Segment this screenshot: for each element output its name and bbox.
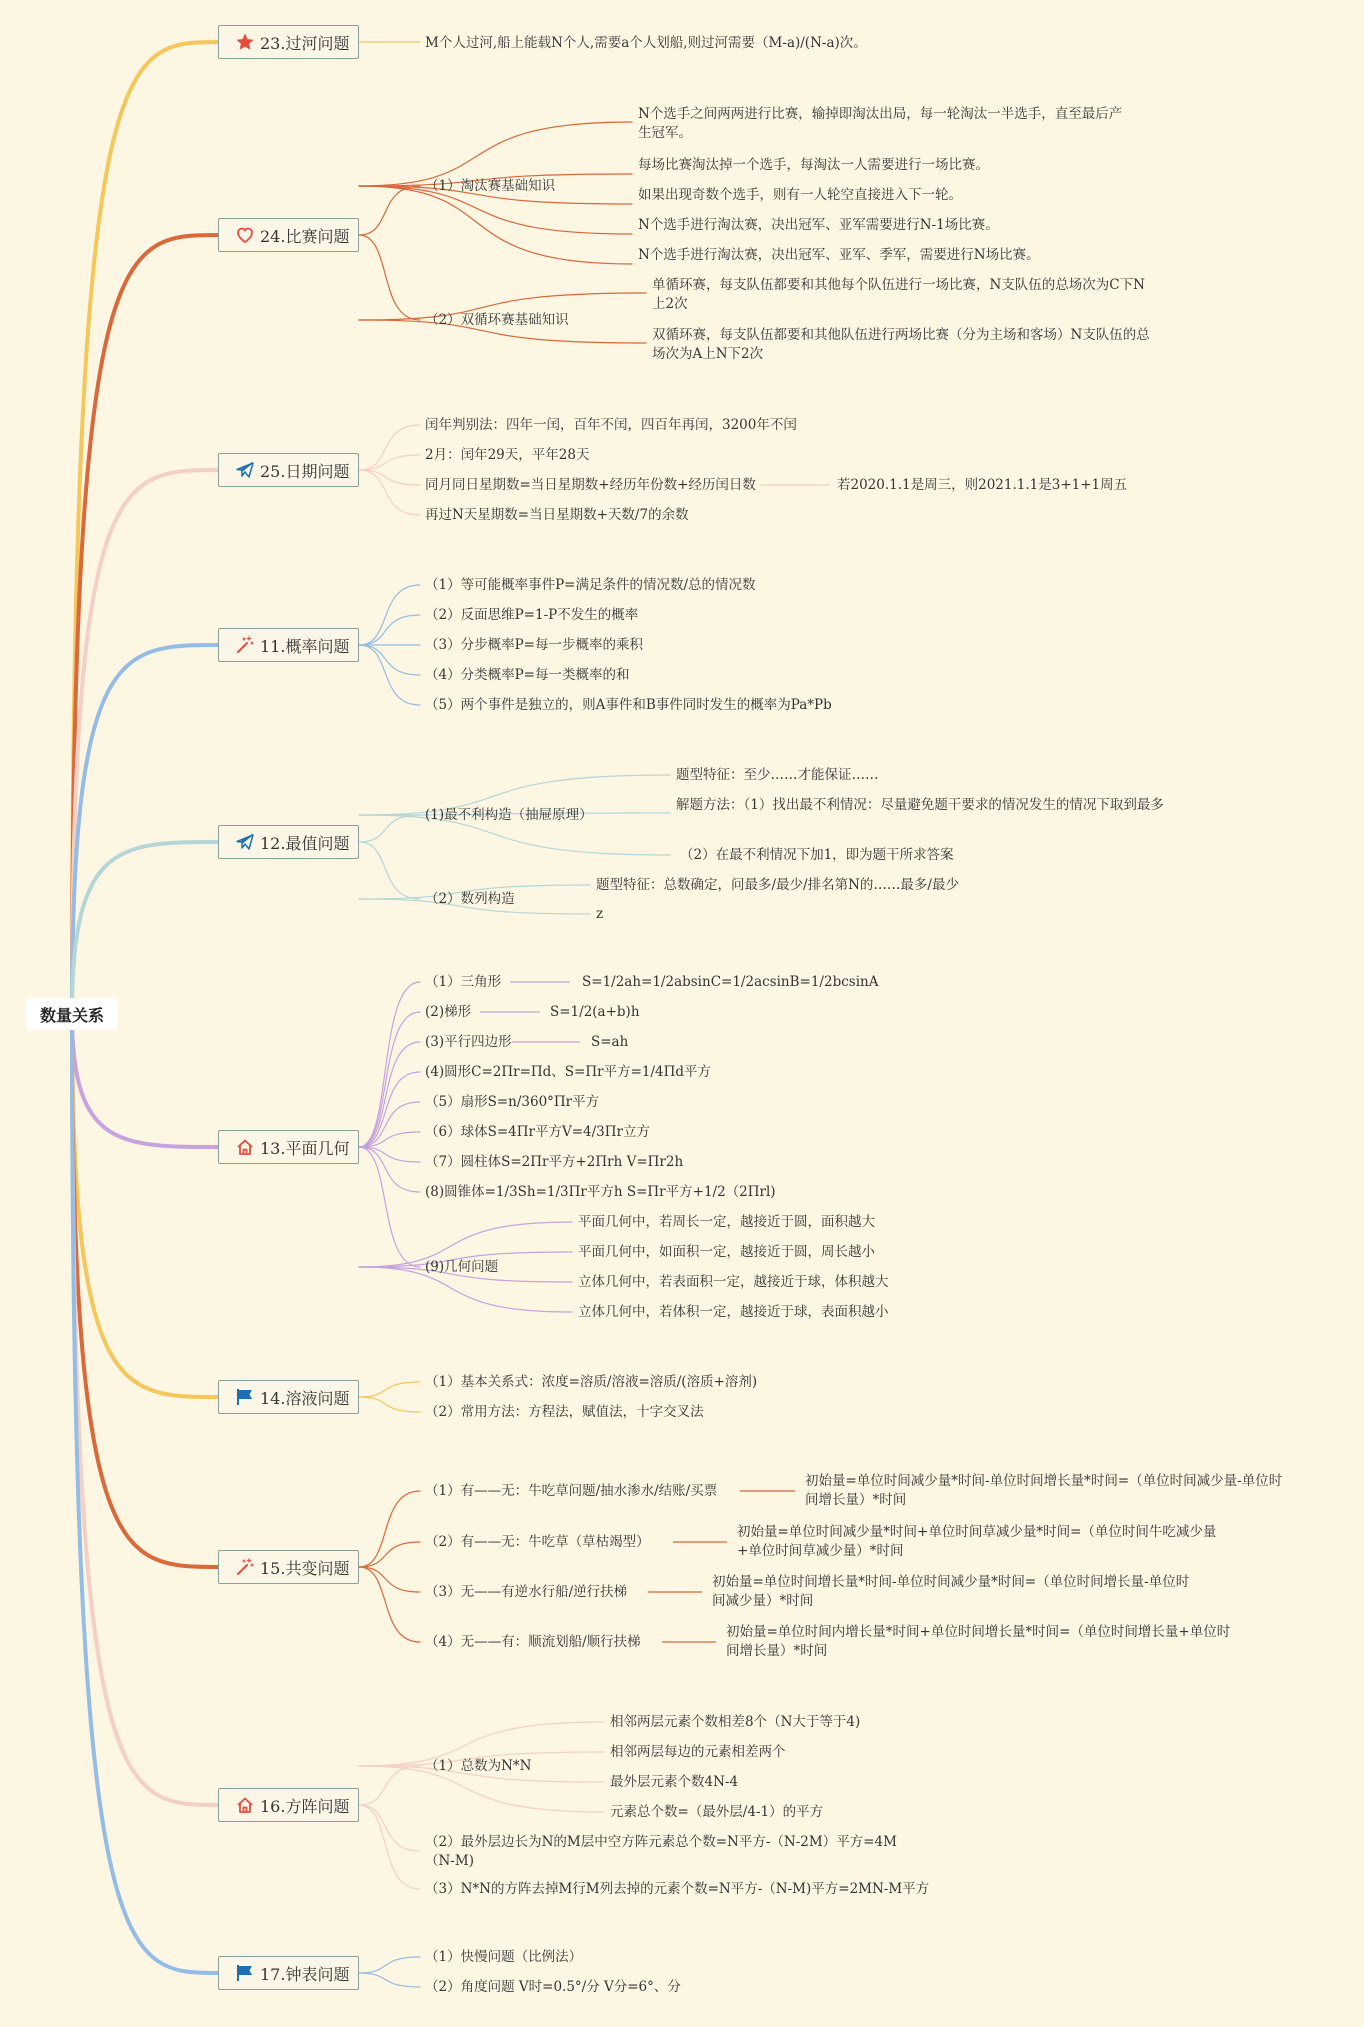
leaf-text: 立体几何中，若表面积一定，越接近于球，体积越大 [578, 1274, 889, 1290]
root-branch-line [72, 42, 218, 1014]
topic-23[interactable] [218, 25, 359, 59]
leaf-text: 闰年判别法：四年一闰，百年不闰，四百年再闰，3200年不闰 [425, 417, 797, 433]
topic-label: 24.比赛问题 [260, 226, 350, 246]
formula-text: 初始量=单位时间内增长量*时间+单位时间增长量*时间=（单位时间增长量+单位时间增长量）*时间 [726, 1624, 1231, 1659]
root-branch-line [72, 1014, 218, 1567]
topic-24[interactable] [218, 218, 359, 252]
connector-line [359, 645, 420, 675]
leaf-text: 双循环赛，每支队伍都要和其他队伍进行两场比赛（分为主场和客场）N支队伍的总场次为A上N下2次 [652, 327, 1150, 362]
topic-label: 13.平面几何 [260, 1138, 350, 1158]
connector-line [359, 470, 420, 515]
leaf-text: （4）分类概率P=每一类概率的和 [425, 667, 630, 683]
leaf-text: 解题方法：（1）找出最不利情况：尽量避免题干要求的情况发生的情况下取到最多 [676, 797, 1164, 813]
group-label: （2）数列构造 [425, 891, 515, 907]
topic-label: 15.共变问题 [260, 1558, 350, 1578]
root-branch-line [72, 1014, 218, 1147]
topic-label: 23.过河问题 [260, 33, 350, 53]
formula-text: 初始量=单位时间减少量*时间-单位时间增长量*时间=（单位时间减少量-单位时间增长量）*时间 [805, 1473, 1283, 1508]
root-branch-line [72, 1014, 218, 1805]
connector-line [359, 455, 420, 470]
topic-label: 12.最值问题 [260, 833, 350, 853]
root-branch-line [72, 235, 218, 1014]
leaf-text: （2）有——无：牛吃草（草枯竭型） [425, 1534, 650, 1550]
leaf-text: 再过N天星期数=当日星期数+天数/7的余数 [425, 507, 689, 523]
leaf-text: 平面几何中，如面积一定，越接近于圆，周长越小 [578, 1244, 875, 1260]
magic-wand-icon [235, 635, 255, 655]
leaf-text: （3）分步概率P=每一步概率的乘积 [425, 637, 643, 653]
group-label: （1）总数为N*N [425, 1758, 532, 1774]
topic-label: 16.方阵问题 [260, 1796, 350, 1816]
house-icon [235, 1795, 255, 1815]
leaf-text: （2）最外层边长为N的M层中空方阵元素总个数=N平方-（N-2M）平方=4M（N-M) [425, 1834, 897, 1869]
formula-text: 初始量=单位时间减少量*时间+单位时间草减少量*时间=（单位时间牛吃减少量+单位时间草减少量）*时间 [737, 1524, 1217, 1559]
connector-line [359, 1042, 420, 1147]
leaf-text: （2）常用方法：方程法，赋值法，十字交叉法 [425, 1404, 704, 1420]
root-node[interactable]: 数量关系 [26, 998, 118, 1030]
leaf-text: N个选手进行淘汰赛，决出冠军、亚军需要进行N-1场比赛。 [638, 217, 999, 233]
formula-text: S=1/2(a+b)h [550, 1004, 640, 1020]
topic-17[interactable] [218, 1956, 359, 1990]
connector-line [359, 615, 420, 645]
connector-line [359, 1805, 420, 1851]
leaf-text: （1）三角形 [425, 974, 502, 990]
root-branch-line [72, 842, 218, 1014]
leaf-text: （2）角度问题 V时=0.5°/分 V分=6°、分 [425, 1979, 681, 1995]
connector-line [359, 1542, 420, 1567]
leaf-text: 2月：闰年29天，平年28天 [425, 447, 590, 463]
connector-line [359, 1766, 420, 1805]
house-icon [235, 1137, 255, 1157]
connector-line [359, 1072, 420, 1147]
formula-text: S=1/2ah=1/2absinC=1/2acsinB=1/2bcsinA [582, 974, 879, 990]
connector-line [359, 1973, 420, 1987]
leaf-text: N个选手进行淘汰赛，决出冠军、亚军、季军，需要进行N场比赛。 [638, 247, 1040, 263]
connector-line [359, 1147, 420, 1192]
group-label: (1)最不利构造（抽屉原理） [425, 807, 593, 823]
formula-text: S=ah [591, 1034, 629, 1050]
leaf-text: （1）基本关系式：浓度=溶质/溶液=溶质/(溶质+溶剂) [425, 1374, 758, 1390]
topic-label: 11.概率问题 [260, 636, 350, 656]
leaf-text: （2）在最不利情况下加1，即为题干所求答案 [680, 847, 954, 863]
connector-line [359, 1957, 420, 1973]
leaf-text: （5）扇形S=n/360°Πr平方 [425, 1094, 600, 1110]
heart-icon [235, 225, 255, 245]
topic-15[interactable] [218, 1550, 359, 1584]
connector-line [359, 235, 420, 320]
leaf-text: （1）有——无：牛吃草问题/抽水渗水/结账/买票 [425, 1483, 718, 1499]
leaf-text: （3）N*N的方阵去掉M行M列去掉的元素个数=N平方-（N-M)平方=2MN-M平方 [425, 1881, 930, 1897]
topic-25[interactable] [218, 453, 359, 487]
connector-line [359, 470, 420, 485]
connector-line [359, 425, 420, 470]
leaf-text: 每场比赛淘汰掉一个选手，每淘汰一人需要进行一场比赛。 [638, 157, 989, 173]
group-label: （1）淘汰赛基础知识 [425, 178, 556, 194]
connector-line [359, 982, 420, 1147]
flag-icon [235, 1963, 255, 1983]
group-label: （2）双循环赛基础知识 [425, 312, 569, 328]
connector-line [359, 1397, 420, 1412]
paper-plane-icon [235, 460, 255, 480]
leaf-text: (3)平行四边形 [425, 1034, 512, 1050]
topic-13[interactable] [218, 1130, 359, 1164]
root-branch-line [72, 645, 218, 1014]
leaf-text: 同月同日星期数=当日星期数+经历年份数+经历闰日数 [425, 477, 756, 493]
leaf-text: M个人过河,船上能载N个人,需要a个人划船,则过河需要（M-a)/(N-a)次。 [425, 35, 867, 51]
leaf-text: 题型特征：至少……才能保证…… [676, 767, 879, 783]
leaf-text: 元素总个数=（最外层/4-1）的平方 [610, 1804, 824, 1820]
connector-line [359, 1382, 420, 1397]
leaf-text: N个选手之间两两进行比赛，输掉即淘汰出局，每一轮淘汰一半选手，直至最后产生冠军。 [638, 106, 1123, 141]
leaf-text: (8)圆锥体=1/3Sh=1/3Πr平方h S=Πr平方+1/2（2Πrl) [425, 1184, 776, 1200]
leaf-text: (2)梯形 [425, 1004, 472, 1020]
leaf-text: （4）无——有：顺流划船/顺行扶梯 [425, 1634, 641, 1650]
leaf-text: z [596, 906, 604, 922]
leaf-text: 最外层元素个数4N-4 [610, 1774, 739, 1790]
connector-line [359, 815, 420, 842]
topic-label: 25.日期问题 [260, 461, 350, 481]
connector-line [359, 842, 420, 899]
leaf-text: 若2020.1.1是周三，则2021.1.1是3+1+1周五 [837, 477, 1128, 493]
leaf-text: 单循环赛，每支队伍都要和其他每个队伍进行一场比赛，N支队伍的总场次为C下N上2次 [652, 277, 1145, 312]
connector-line [359, 1102, 420, 1147]
connector-line [359, 1147, 420, 1267]
leaf-text: 题型特征：总数确定，问最多/最少/排名第N的……最多/最少 [596, 877, 959, 893]
root-branch-line [72, 470, 218, 1014]
connector-line [359, 1567, 420, 1592]
topic-11[interactable] [218, 628, 359, 662]
leaf-text: 相邻两层元素个数相差8个（N大于等于4) [610, 1714, 861, 1730]
leaf-text: （2）反面思维P=1-P不发生的概率 [425, 607, 639, 623]
magic-wand-icon [235, 1557, 255, 1577]
connector-line [359, 1567, 420, 1642]
connector-line [359, 1805, 420, 1889]
connector-line [359, 186, 420, 235]
flag-icon [235, 1387, 255, 1407]
leaf-text: （7）圆柱体S=2Πr平方+2Πrh V=Πr2h [425, 1154, 684, 1170]
topic-14[interactable] [218, 1380, 359, 1414]
leaf-text: （5）两个事件是独立的，则A事件和B事件同时发生的概率为Pa*Pb [425, 697, 832, 713]
topic-16[interactable] [218, 1788, 359, 1822]
topic-label: 17.钟表问题 [260, 1964, 350, 1984]
leaf-text: 平面几何中，若周长一定，越接近于圆，面积越大 [578, 1214, 875, 1230]
leaf-text: (4)圆形C=2Πr=Πd、S=Πr平方=1/4Πd平方 [425, 1064, 712, 1080]
leaf-text: 相邻两层每边的元素相差两个 [610, 1744, 786, 1760]
root-branch-line [72, 1014, 218, 1973]
root-branch-line [72, 1014, 218, 1397]
topic-12[interactable] [218, 825, 359, 859]
connector-line [359, 1491, 420, 1567]
leaf-text: （6）球体S=4Πr平方V=4/3Πr立方 [425, 1124, 650, 1140]
group-label: (9)几何问题 [425, 1259, 499, 1275]
connector-line [359, 1147, 420, 1162]
leaf-text: 立体几何中，若体积一定，越接近于球，表面积越小 [578, 1304, 889, 1320]
leaf-text: 如果出现奇数个选手，则有一人轮空直接进入下一轮。 [638, 187, 962, 203]
topic-label: 14.溶液问题 [260, 1388, 350, 1408]
leaf-text: （1）等可能概率事件P=满足条件的情况数/总的情况数 [425, 577, 756, 593]
star-icon [235, 32, 255, 52]
paper-plane-icon [235, 832, 255, 852]
leaf-text: （3）无——有逆水行船/逆行扶梯 [425, 1584, 628, 1600]
leaf-text: （1）快慢问题（比例法） [425, 1949, 583, 1965]
formula-text: 初始量=单位时间增长量*时间-单位时间减少量*时间=（单位时间增长量-单位时间减少量）*时间 [712, 1574, 1190, 1609]
